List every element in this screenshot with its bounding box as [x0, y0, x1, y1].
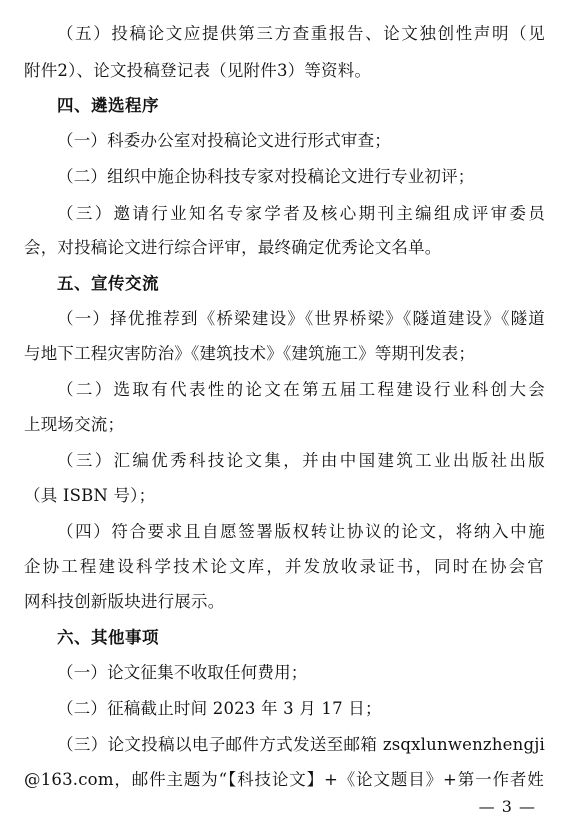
section-heading: 五、宣传交流	[57, 274, 159, 293]
text-line: （三）论文投稿以电子邮件方式发送至邮箱 zsqxlunwenzhengji	[57, 735, 545, 754]
text-line: （一）科委办公室对投稿论文进行形式审查；	[57, 131, 391, 150]
text-line: 企协工程建设科学技术论文库，并发放收录证书，同时在协会官	[24, 557, 544, 576]
text-line: （一）择优推荐到《桥梁建设》《世界桥梁》《隧道建设》《隧道	[57, 309, 545, 328]
text-line: （二）征稿截止时间 2023 年 3 月 17 日；	[57, 699, 382, 718]
text-line: （具 ISBN 号）；	[24, 486, 156, 505]
text-line: （二）组织中施企协科技专家对投稿论文进行专业初评；	[57, 167, 475, 186]
text-line: （三）汇编优秀科技论文集，并由中国建筑工业出版社出版	[57, 451, 545, 470]
text-line: （三）邀请行业知名专家学者及核心期刊主编组成评审委员	[57, 204, 545, 223]
section-heading: 六、其他事项	[57, 628, 159, 647]
text-line: 网科技创新版块进行展示。	[24, 592, 225, 611]
text-line: （一）论文征集不收取任何费用；	[57, 663, 308, 682]
text-line: （二）选取有代表性的论文在第五届工程建设行业科创大会	[57, 380, 545, 399]
text-line: 附件2）、论文投稿登记表（见附件3）等资料。	[24, 61, 372, 80]
text-line: 与地下工程灾害防治》《建筑技术》《建筑施工》等期刊发表；	[24, 344, 476, 363]
text-line: 上现场交流；	[24, 415, 125, 434]
text-line: （五）投稿论文应提供第三方查重报告、论文独创性声明（见	[57, 24, 545, 43]
text-line: 会，对投稿论文进行综合评审，最终确定优秀论文名单。	[24, 238, 442, 257]
page-number: — 3 —	[478, 797, 536, 816]
section-heading: 四、遴选程序	[57, 96, 159, 115]
text-line: @163.com，邮件主题为“【科技论文】+《论文题目》+第一作者姓	[24, 770, 544, 789]
text-line: （四）符合要求且自愿签署版权转让协议的论文，将纳入中施	[57, 522, 545, 541]
